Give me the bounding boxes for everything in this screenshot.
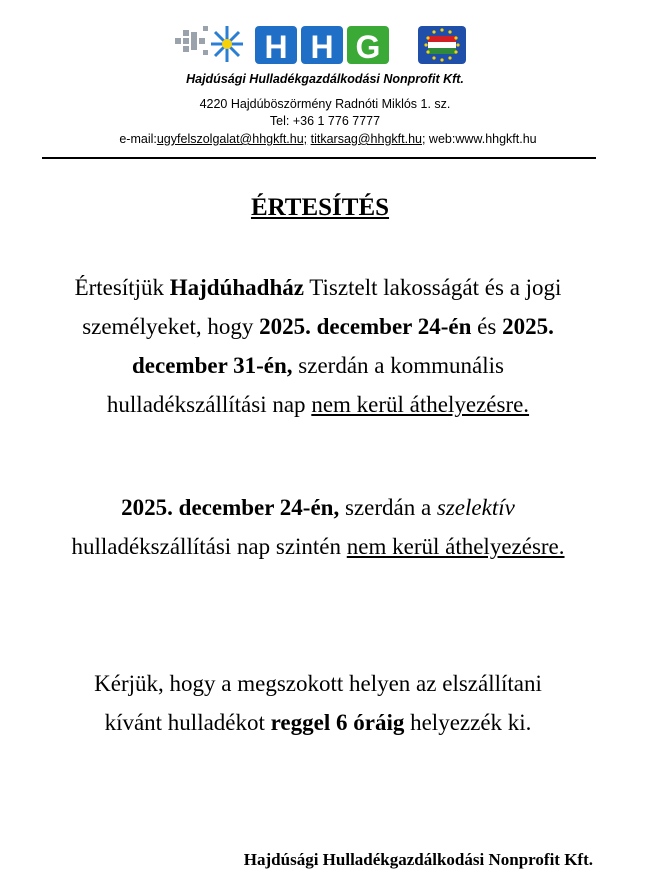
company-phone: Tel: +36 1 776 7777	[269, 114, 381, 128]
p3-line-1: Kérjük, hogy a megszokott helyen az elszállítani	[94, 671, 542, 696]
logo-letter-g: G	[355, 29, 381, 65]
web-address: ; web:www.hhgkft.hu	[421, 132, 537, 146]
date-dec-24: 2025. december 24-én	[259, 314, 472, 339]
town-name: Hajdúhadház	[169, 275, 304, 300]
company-name: Hajdúsági Hulladékgazdálkodási Nonprofit Kft.	[186, 72, 464, 86]
notice-title: ÉRTESÍTÉS	[250, 194, 390, 221]
p1-line-4: hulladékszállítási nap nem kerül áthelyezésre.	[106, 392, 530, 417]
email-link-secretary[interactable]: titkarsag@hhgkft.hu	[310, 132, 422, 146]
p3-line-2: kívánt hulladékot reggel 6 óráig helyezzék ki.	[104, 710, 532, 735]
signature: Hajdúsági Hulladékgazdálkodási Nonprofit Kft.	[243, 850, 593, 869]
header-divider	[42, 157, 596, 159]
not-rescheduled-text-2: nem kerül áthelyezésre.	[346, 534, 565, 559]
selective-word: szelektív	[436, 495, 515, 520]
company-address: 4220 Hajdúböszörmény Radnóti Miklós 1. sz.	[199, 97, 451, 111]
contact-line	[3, 131, 650, 147]
not-rescheduled-text: nem kerül áthelyezésre.	[311, 392, 530, 417]
p1-line-2: személyeket, hogy 2025. december 24-én és 2025.	[82, 314, 554, 339]
eu-flag-icon	[418, 26, 466, 64]
notice-paragraph-3	[0, 664, 636, 742]
logo-letter-h2: H	[310, 29, 334, 65]
logo-letter-h1: H	[264, 29, 288, 65]
hhg-logo	[175, 22, 467, 68]
notice-paragraph-2	[0, 488, 636, 566]
p1-line-3: december 31-én, szerdán a kommunális	[132, 353, 504, 378]
date-dec-24-selective: 2025. december 24-én,	[121, 495, 340, 520]
email-link-customer-service[interactable]: ugyfelszolgalat@hhgkft.hu;	[156, 132, 308, 146]
deadline-time: reggel 6 óráig	[270, 710, 405, 735]
p1-line-1: Értesítjük Hajdúhadház Tisztelt lakosságát és a jogi	[74, 275, 562, 300]
notice-paragraph-1	[0, 268, 636, 424]
arrow-icon	[175, 26, 208, 55]
date-dec-31: december 31-én,	[132, 353, 293, 378]
hhg-logo-graphic	[175, 22, 467, 68]
p2-line-2: hulladékszállítási nap szintén nem kerül áthelyezésre.	[71, 534, 565, 559]
email-label: e-mail:	[119, 132, 157, 146]
p2-line-1: 2025. december 24-én, szerdán a szelektív	[121, 495, 515, 520]
